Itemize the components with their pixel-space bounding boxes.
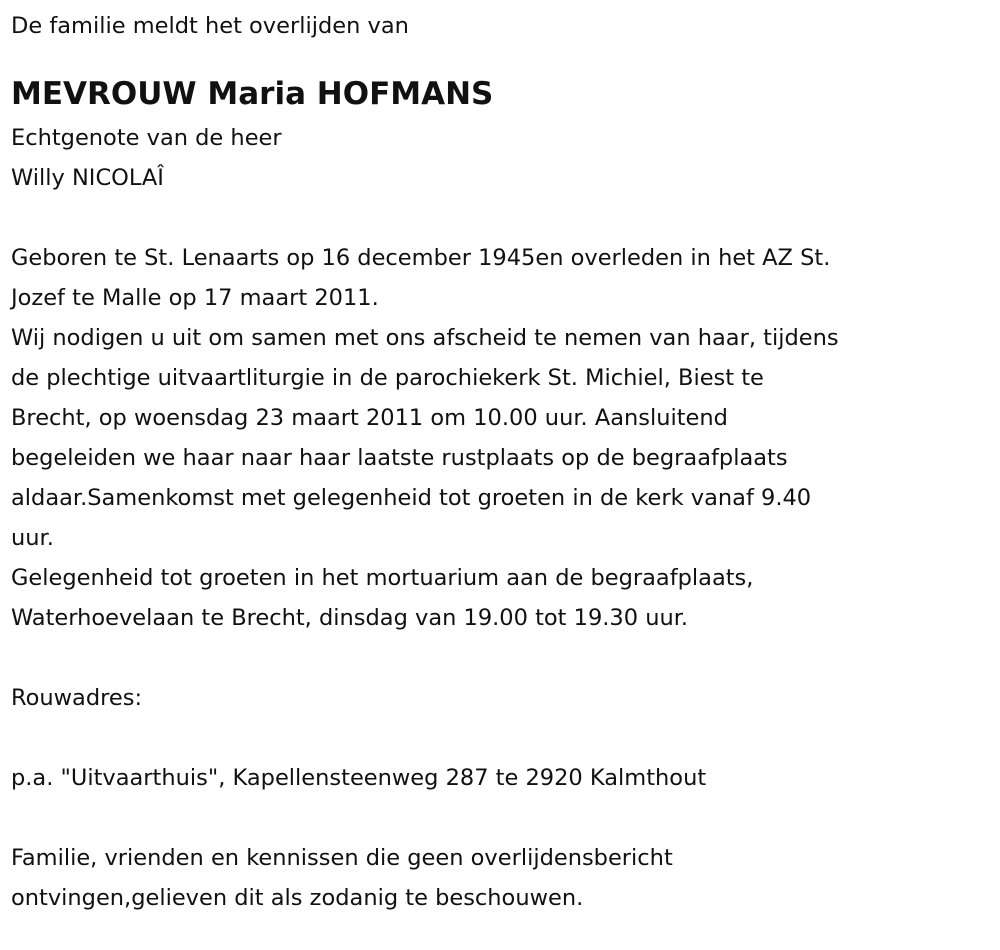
body-line: Waterhoevelaan te Brecht, dinsdag van 19.00 tot 19.30 uur.: [11, 605, 689, 631]
spouse-name: Willy NICOLAÎ: [11, 165, 164, 191]
body-line: begeleiden we haar naar haar laatste rustplaats op de begraafplaats: [11, 445, 788, 471]
notice-body: [11, 238, 839, 638]
body-line: aldaar.Samenkomst met gelegenheid tot groeten in de kerk vanaf 9.40: [11, 485, 812, 511]
address-label: Rouwadres:: [11, 685, 143, 711]
deceased-name: MEVROUW Maria HOFMANS: [11, 76, 494, 112]
body-line: de plechtige uitvaartliturgie in de parochiekerk St. Michiel, Biest te: [11, 365, 764, 391]
closing-line: Familie, vrienden en kennissen die geen overlijdensbericht: [11, 845, 673, 871]
closing-line: ontvingen,gelieven dit als zodanig te beschouwen.: [11, 885, 584, 911]
address-text: p.a. "Uitvaarthuis", Kapellensteenweg 287 te 2920 Kalmthout: [11, 765, 707, 791]
death-notice: [11, 6, 839, 918]
body-line: Gelegenheid tot groeten in het mortuarium aan de begraafplaats,: [11, 565, 754, 591]
body-line: Geboren te St. Lenaarts op 16 december 1945en overleden in het AZ St.: [11, 245, 831, 271]
body-line: Wij nodigen u uit om samen met ons afscheid te nemen van haar, tijdens: [11, 325, 839, 351]
intro-text: De familie meldt het overlijden van: [11, 13, 409, 39]
spouse-line: Echtgenote van de heer: [11, 125, 282, 151]
body-line: Brecht, op woensdag 23 maart 2011 om 10.00 uur. Aansluitend: [11, 405, 728, 431]
body-line: Jozef te Malle op 17 maart 2011.: [11, 285, 379, 311]
body-line: uur.: [11, 525, 54, 551]
